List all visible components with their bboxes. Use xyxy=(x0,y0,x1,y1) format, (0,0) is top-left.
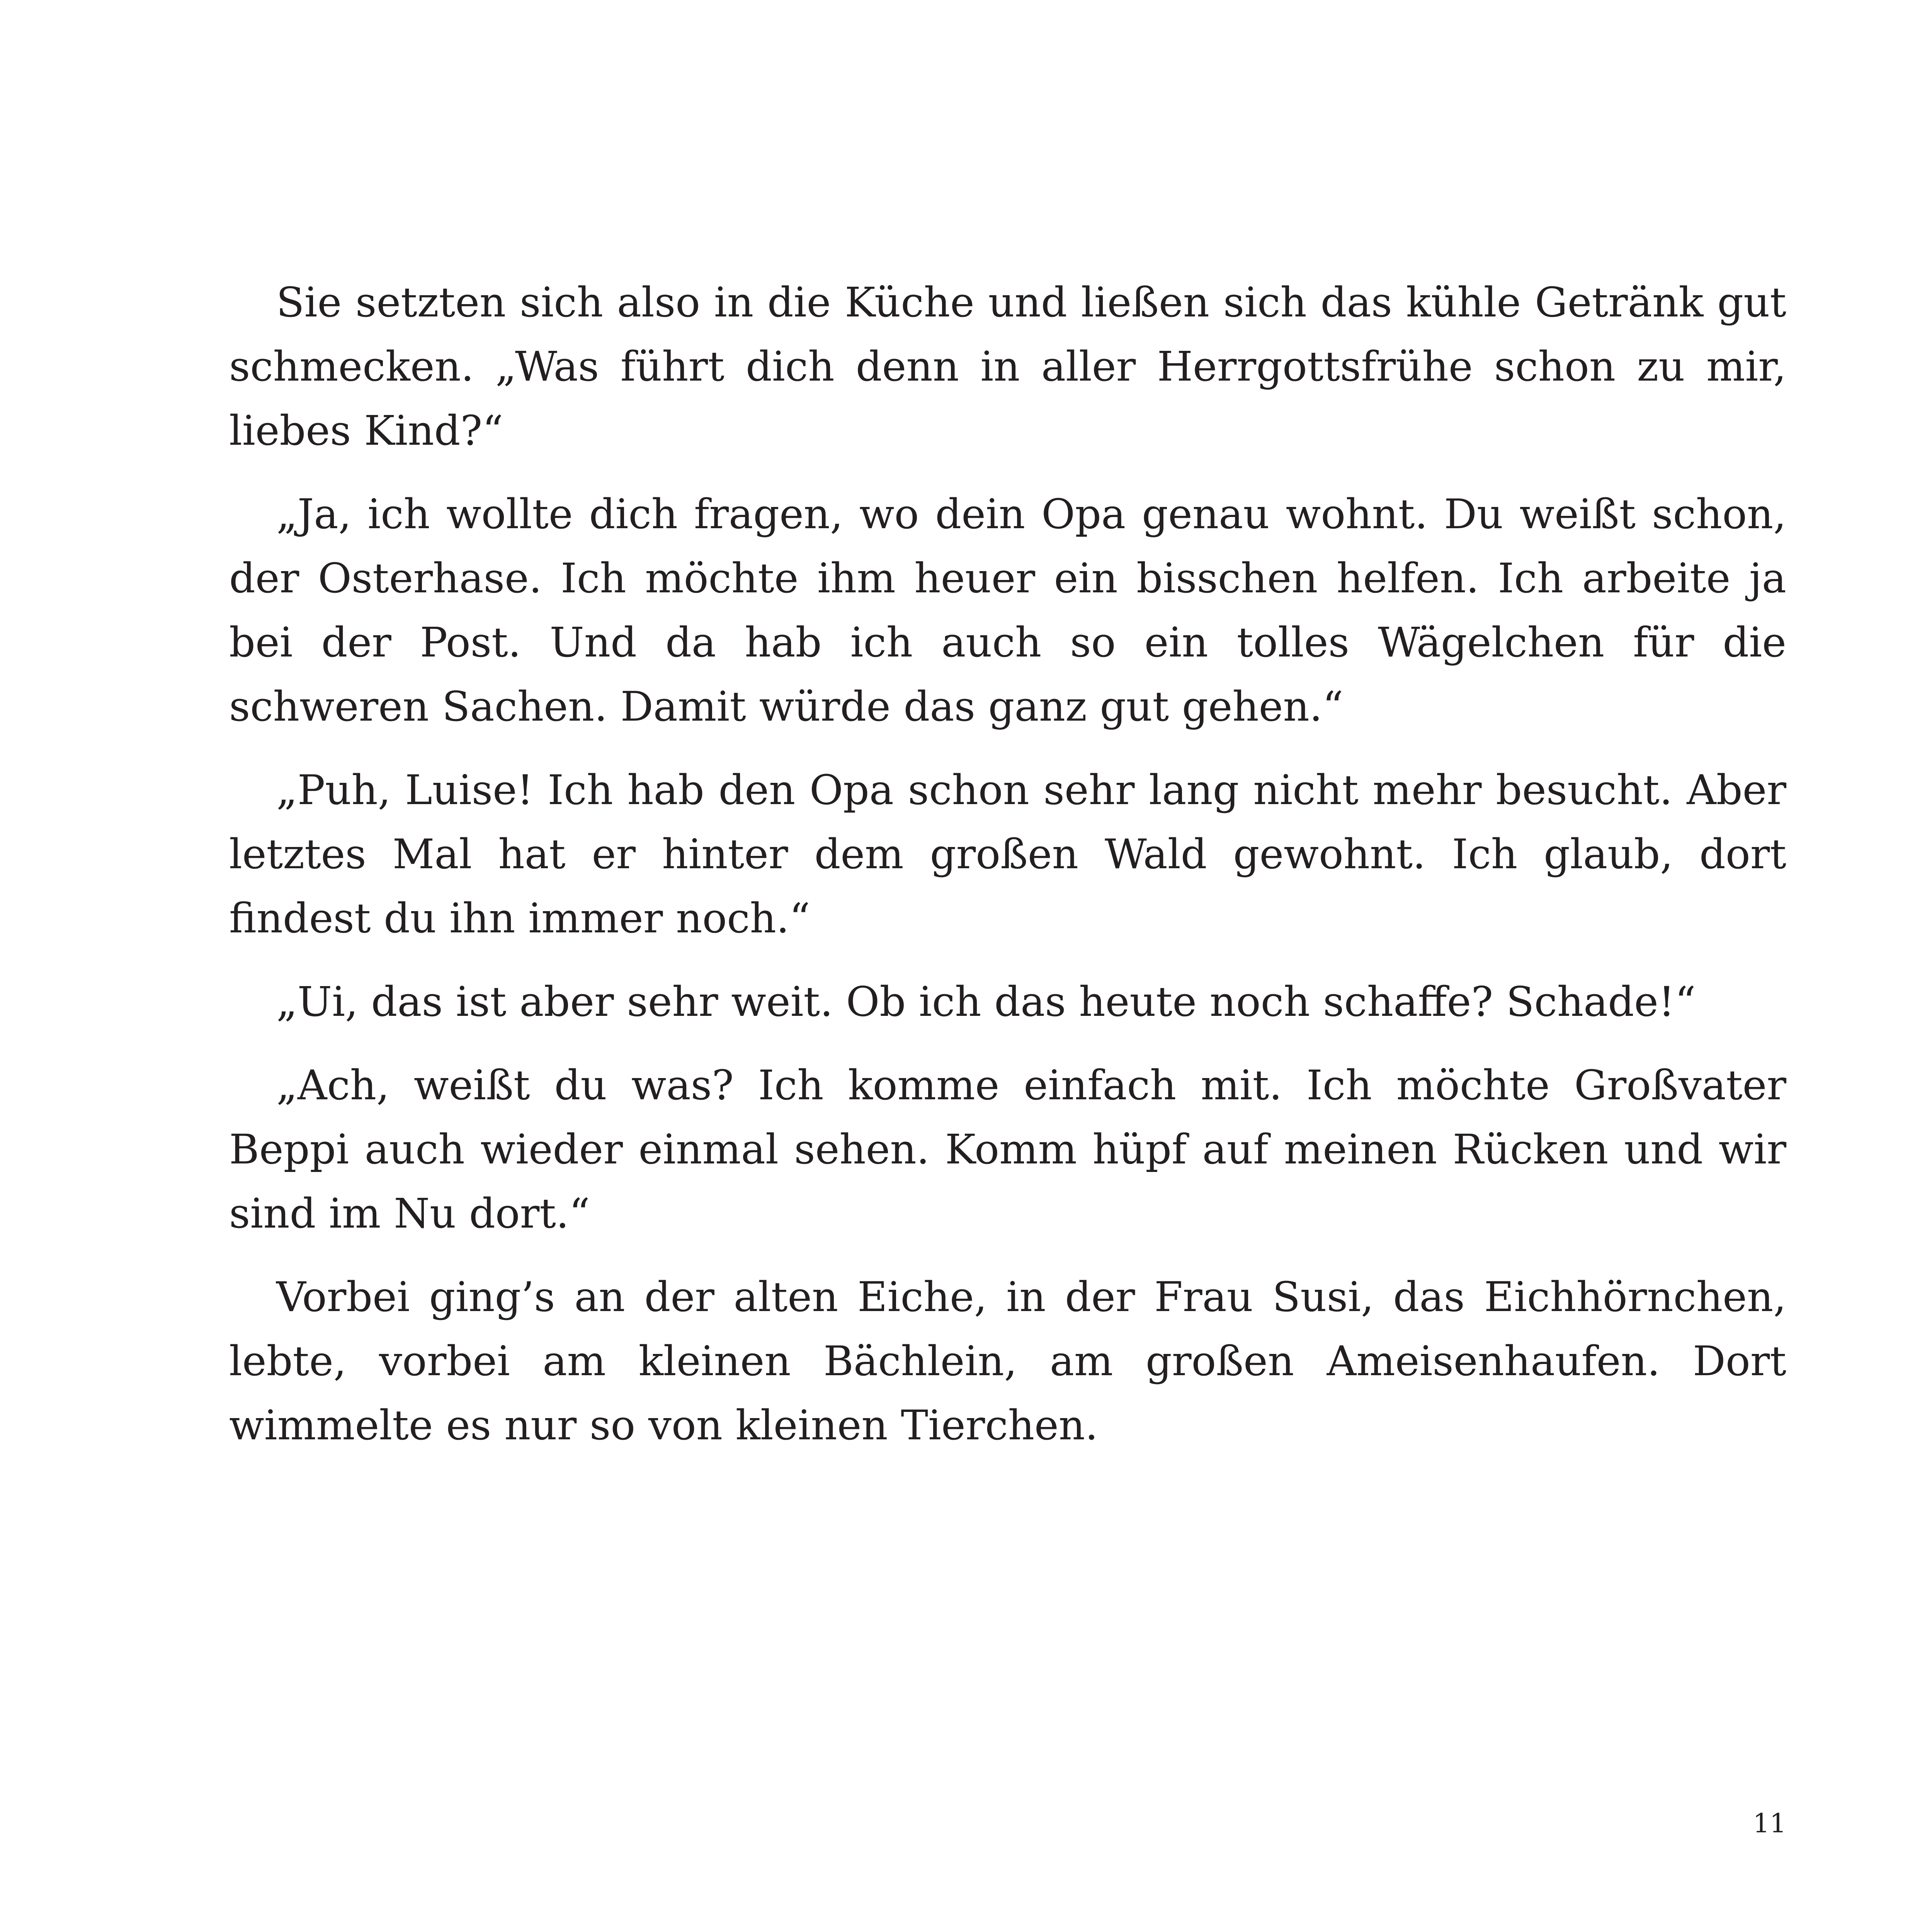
paragraph-1: Sie setzten sich also in die Küche und ließen sich das kühle Getränk gut schmecken. „Was führt dich denn in aller Herrgottsfrühe schon zu mir, liebes Kind?“ xyxy=(229,279,1786,454)
page-number: 11 xyxy=(1753,1808,1786,1839)
story-text xyxy=(229,270,1786,1477)
paragraph-2: „Ja, ich wollte dich fragen, wo dein Opa genau wohnt. Du weißt schon, der Osterhase. Ich möchte ihm heuer ein bisschen helfen. Ich arbeite ja bei der Post. Und da hab ich auch so ein tolles Wägelchen für die schweren Sachen. Damit würde das ganz gut gehen.“ xyxy=(229,490,1786,730)
paragraph-3: „Puh, Luise! Ich hab den Opa schon sehr lang nicht mehr besucht. Aber letztes Mal hat er hinter dem großen Wald gewohnt. Ich glaub, dort findest du ihn immer noch.“ xyxy=(229,766,1786,942)
paragraph-6: Vorbei ging’s an der alten Eiche, in der Frau Susi, das Eichhörnchen, lebte, vorbei am kleinen Bächlein, am großen Ameisenhaufen. Dort wimmelte es nur so von kleinen Tierchen. xyxy=(229,1273,1786,1449)
paragraph-4: „Ui, das ist aber sehr weit. Ob ich das heute noch schaffe? Schade!“ xyxy=(276,978,1696,1026)
paragraph-5: „Ach, weißt du was? Ich komme einfach mit. Ich möchte Großvater Beppi auch wieder einmal sehen. Komm hüpf auf meinen Rücken und wir sind im Nu dort.“ xyxy=(229,1061,1786,1237)
